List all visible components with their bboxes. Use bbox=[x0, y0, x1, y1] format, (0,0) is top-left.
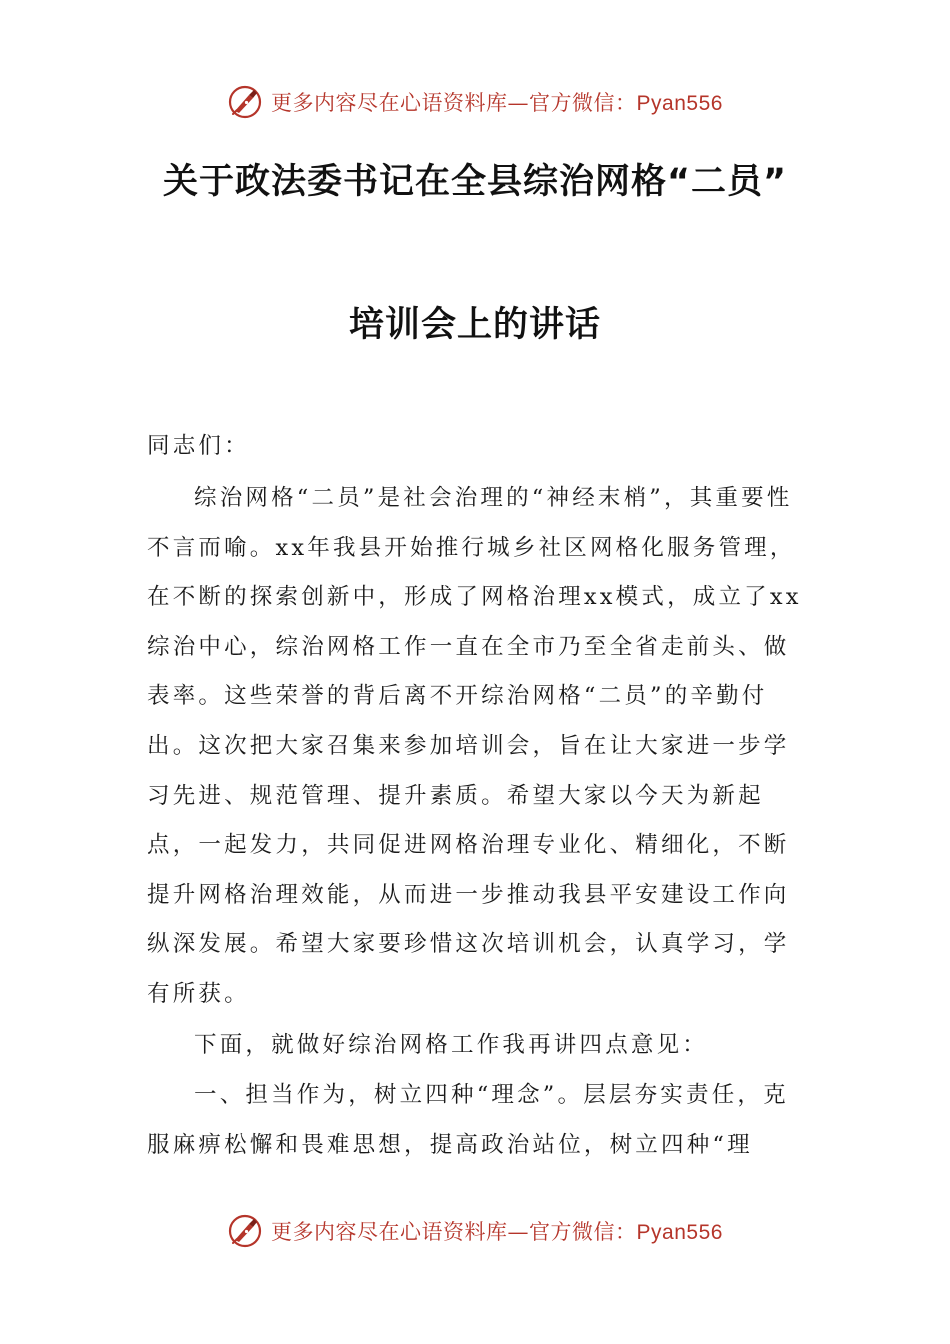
document-title-line-1: 关于政法委书记在全县综治网格“二员” bbox=[162, 162, 787, 202]
body-paragraph-2: 下面，就做好综治网格工作我再讲四点意见： bbox=[194, 1032, 709, 1058]
header-wechat-id: Pyan556 bbox=[636, 92, 723, 115]
body-paragraph-1: 综治网格“二员”是社会治理的“神经末梢”，其重要性不言而喻。xx年我县开始推行城乡社区网格化服务管理，在不断的探索创新中，形成了网格治理xx模式，成立了xx综治中心，综治网格工作一直在全市乃至全省走前头、做表率。这些荣誉的背后离不开综治网格“二员”的辛勤付出。这次把大家召集来参加培训会，旨在让大家进一步学习先进、规范管理、提升素质。希望大家以今天为新起点，一起发力，共同促进网格治理专业化、精细化，不断提升网格治理效能，从而进一步推动我县平安建设工作向纵深发展。希望大家要珍惜这次培训机会，认真学习，学有所获。 bbox=[147, 485, 802, 1007]
footer-wechat-id: Pyan556 bbox=[636, 1221, 723, 1244]
header-watermark-banner bbox=[0, 82, 950, 122]
header-wechat-label: 官方微信： bbox=[529, 91, 637, 115]
body-paragraph-3: 一、担当作为，树立四种“理念”。层层夯实责任，克服麻痹松懈和畏难思想，提高政治站位，树立四种“理 bbox=[147, 1082, 789, 1158]
header-banner-text bbox=[271, 87, 723, 117]
footer-wechat-label: 官方微信： bbox=[529, 1220, 637, 1244]
greeting: 同志们： bbox=[147, 433, 250, 459]
header-brand-text: 更多内容尽在心语资料库 bbox=[271, 91, 508, 115]
footer-brand-text: 更多内容尽在心语资料库 bbox=[271, 1220, 508, 1244]
document-title-line-2: 培训会上的讲话 bbox=[348, 305, 601, 345]
header-separator: — bbox=[507, 91, 530, 115]
footer-banner-text bbox=[271, 1216, 723, 1246]
pen-nib-logo-icon bbox=[227, 1213, 263, 1249]
footer-watermark-banner bbox=[0, 1211, 950, 1251]
pen-nib-logo-icon bbox=[227, 84, 263, 120]
footer-separator: — bbox=[507, 1220, 530, 1244]
